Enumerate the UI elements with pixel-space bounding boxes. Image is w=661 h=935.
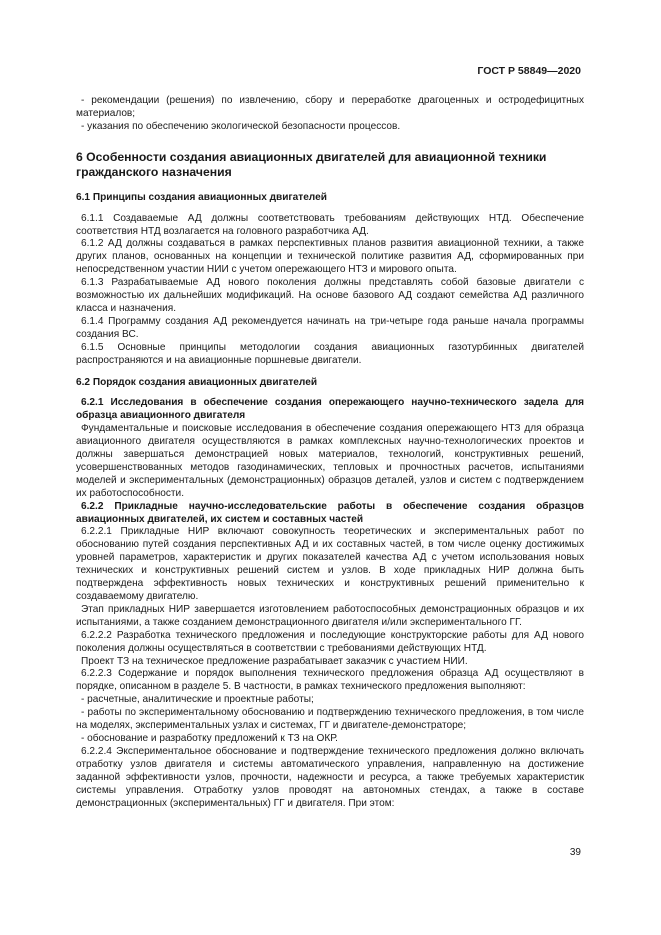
- section-6-2-1-title: 6.2.1 Исследования в обеспечение создания опережающего научно-технического задела для образца авиационного двигателя: [76, 397, 584, 422]
- section-6-2-2-title: 6.2.2 Прикладные научно-исследовательские работы в обеспечение создания образцов авиационных двигателей, их систем и составных частей: [76, 500, 584, 525]
- section-6-title: 6 Особенности создания авиационных двигателей для авиационной техники гражданского назначения: [76, 149, 547, 180]
- section-6-1-title: 6.1 Принципы создания авиационных двигателей: [76, 191, 327, 203]
- para-6-2-1: Фундаментальные и поисковые исследования в обеспечение создания опережающего НТЗ для образца авиационного двигателя осуществляются в рамках комплексных научно-технологических проектов и должны завершаться демонстрацией новых материалов, технологий, конструктивных решений, усовершенствованных методов газодинамических, тепловых и прочностных расчетов, испытаниями моделей и экспериментальных (демонстрационных) образцов деталей, узлов и систем с подтверждением их работоспособности.: [76, 423, 584, 499]
- para-6-2-2-1-cont: Этап прикладных НИР завершается изготовлением работоспособных демонстрационных образцов и их испытаниями, а также созданием демонстрационного двигателя и/или экспериментального ГГ.: [76, 603, 584, 628]
- para-6-1-2: 6.1.2 АД должны создаваться в рамках перспективных планов развития авиационной техники, а также других планов, основанных на концепции и технической политике развития АД, сформированных при непосредственном участии НИИ с учетом опережающего НТЗ и мирового опыта.: [76, 238, 584, 276]
- para-6-2-2-2-cont: Проект ТЗ на техническое предложение разрабатывает заказчик с участием НИИ.: [81, 655, 468, 667]
- para-6-1-3: 6.1.3 Разрабатываемые АД нового поколения должны представлять собой базовые двигатели с возможностью их дальнейших модификаций. На основе базового АД создают семейства АД различного класса и назначения.: [76, 277, 584, 314]
- list-item-calc: - расчетные, аналитические и проектные работы;: [81, 694, 314, 706]
- list-item-tz: - обоснование и разработку предложений к ТЗ на ОКР.: [81, 732, 338, 744]
- intro-item-2: - указания по обеспечению экологической безопасности процессов.: [81, 120, 401, 132]
- intro-item-1: - рекомендации (решения) по извлечению, сбору и переработке драгоценных и остродефицитных материалов;: [76, 95, 584, 119]
- section-6-2-title: 6.2 Порядок создания авиационных двигателей: [76, 376, 318, 388]
- para-6-2-2-1: 6.2.2.1 Прикладные НИР включают совокупность теоретических и экспериментальных работ по обоснованию путей создания перспективных АД и их составных частей, в том числе оценку достижимых уровней параметров, характеристик и других показателей качества АД с учетом использования новых технических и конструктивных решений систем и узлов. В ходе прикладных НИР должна быть подтверждена эффективность новых технических и конструктивных решений применительно к создаваемому двигателю.: [76, 526, 584, 602]
- list-item-exp: - работы по экспериментальному обоснованию и подтверждению технического предложения, в том числе на моделях, экспериментальных узлах и системах, ГГ и двигателе-демонстраторе;: [76, 707, 584, 732]
- para-6-2-2-4: 6.2.2.4 Экспериментальное обоснование и подтверждение технического предложения должно включать отработку узлов двигателя и системы автоматического управления, направленную на достижение заданной эффективности узлов, прочности, надежности и ресурса, а также требуемых характеристик системы управления. Отработку узлов проводят на автономных стендах, а также в составе демонстрационных (экспериментальных) ГГ и двигателя. При этом:: [76, 745, 584, 809]
- standard-header: ГОСТ Р 58849—2020: [477, 65, 581, 77]
- para-6-1-4: 6.1.4 Программу создания АД рекомендуется начинать на три-четыре года раньше начала программы создания ВС.: [76, 315, 584, 340]
- page-number: 39: [569, 847, 581, 858]
- para-6-1-5: 6.1.5 Основные принципы методологии создания авиационных газотурбинных двигателей распространяются и на авиационные поршневые двигатели.: [76, 341, 584, 366]
- page-content: [76, 95, 584, 810]
- para-6-2-2-3: 6.2.2.3 Содержание и порядок выполнения технического предложения образца АД осуществляют в порядке, описанном в разделе 5. В частности, в рамках технического предложения выполняют:: [76, 668, 584, 693]
- para-6-1-1: 6.1.1 Создаваемые АД должны соответствовать требованиям действующих НТД. Обеспечение соответствия НТД возлагается на головного разработчика АД.: [76, 212, 584, 237]
- para-6-2-2-2: 6.2.2.2 Разработка технического предложения и последующие конструкторские работы для АД нового поколения должны осуществляться в соответствии с требованиями действующих НТД.: [76, 629, 584, 654]
